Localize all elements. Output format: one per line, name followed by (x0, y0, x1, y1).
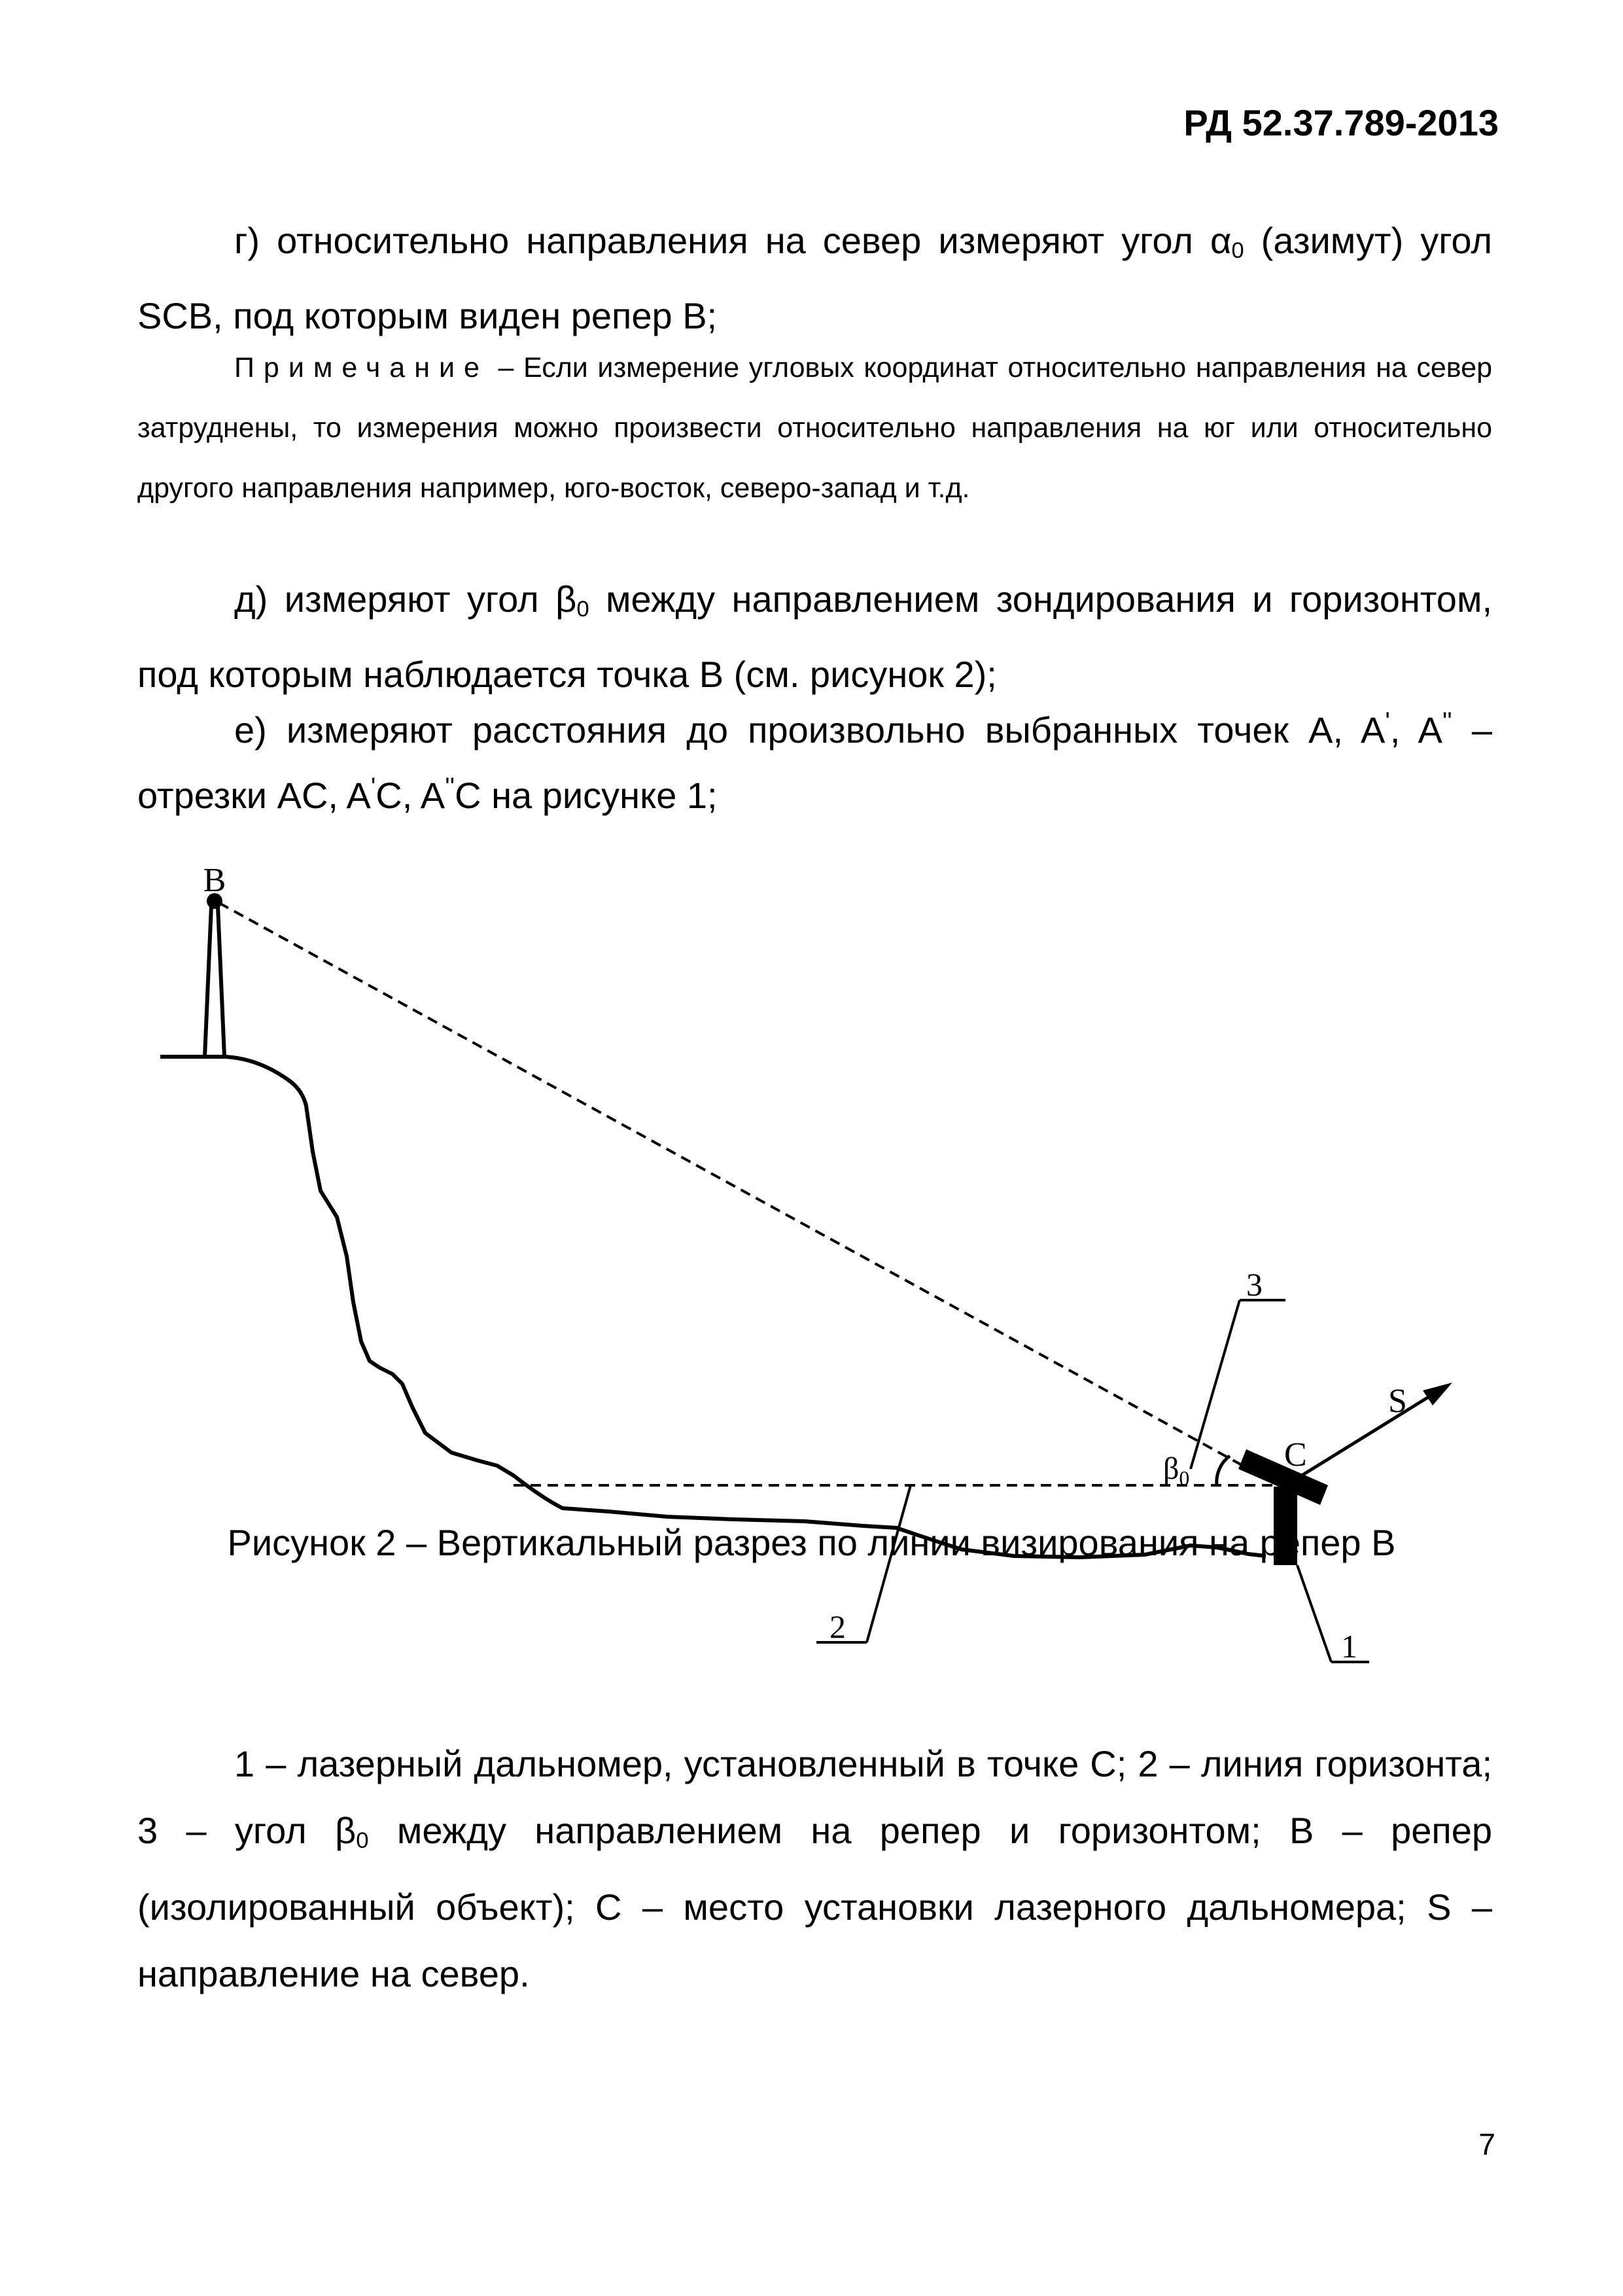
label-beta-letter: β (1163, 1451, 1179, 1486)
callout-3: 3 (1246, 1266, 1263, 1303)
document-code: РД 52.37.789-2013 (1183, 102, 1499, 143)
prime-4: '' (445, 773, 455, 802)
tower-left-edge (205, 906, 211, 1057)
legend-beta-subscript: 0 (356, 1828, 369, 1853)
sight-line (219, 903, 1243, 1466)
callout-2: 2 (829, 1608, 846, 1645)
callout-2-leader (867, 1485, 911, 1642)
note-text: – Если измерение угловых координат относительно направления на север затруднены, то измерения можно произвести относительно направления на юг или относительно другого направления например, юго-восток, северо-запад и т.д. (137, 352, 1492, 504)
legend-text-b: между направлением на репер и горизонтом; B – репер (изолированный объект); C – место установки лазерного дальномера; S – направление на север. (137, 1810, 1492, 1994)
alpha-subscript: 0 (1231, 238, 1244, 263)
label-S: S (1388, 1383, 1407, 1420)
north-direction-line (1299, 1390, 1439, 1477)
label-beta (1163, 1451, 1189, 1490)
callout-1: 1 (1341, 1628, 1357, 1665)
terrain-profile (160, 1057, 1266, 1557)
figure-legend (137, 1731, 1492, 2007)
callout-3-leader (1191, 1300, 1240, 1469)
callout-1-leader (1297, 1565, 1331, 1662)
beta-angle-arc (1217, 1456, 1230, 1485)
figure-title: Рисунок 2 – Вертикальный разрез по линии визирования на репер B (227, 1522, 1396, 1563)
page-number: 7 (1478, 2127, 1495, 2161)
paragraph-e-t3: – отрезки AC, A (137, 709, 1493, 816)
label-beta-sub: 0 (1179, 1466, 1190, 1490)
paragraph-d-text-a: д) измеряют угол β (234, 578, 577, 620)
prime-2: '' (1442, 707, 1452, 736)
label-B: B (203, 862, 226, 899)
legend-text-a: 1 – лазерный дальномер, установленный в точке C; 2 – линия горизонта; 3 – угол β (137, 1743, 1492, 1851)
paragraph-e-t4: C, A (375, 775, 445, 816)
paragraph-e-t1: е) измеряют расстояния до произвольно выбранных точек A, A (234, 709, 1386, 751)
note-label: Примечание (234, 352, 489, 383)
tower-right-edge (218, 906, 224, 1057)
label-C: C (1284, 1436, 1307, 1474)
prime-3: ' (370, 773, 376, 802)
north-arrowhead (1423, 1383, 1452, 1405)
prime-1: ' (1385, 707, 1390, 736)
paragraph-e-t2: , A (1389, 709, 1442, 751)
paragraph-g-text-b: (азимут) угол SCB, под которым виден репер B; (137, 220, 1492, 336)
beta-subscript: 0 (576, 596, 589, 622)
paragraph-d-text-b: между направлением зондирования и горизонтом, под которым наблюдается точка B (см. рисунок 2); (137, 578, 1493, 695)
paragraph-g-text-a: г) относительно направления на север измеряют угол α (234, 220, 1232, 261)
paragraph-e-t5: C на рисунке 1; (455, 775, 718, 816)
